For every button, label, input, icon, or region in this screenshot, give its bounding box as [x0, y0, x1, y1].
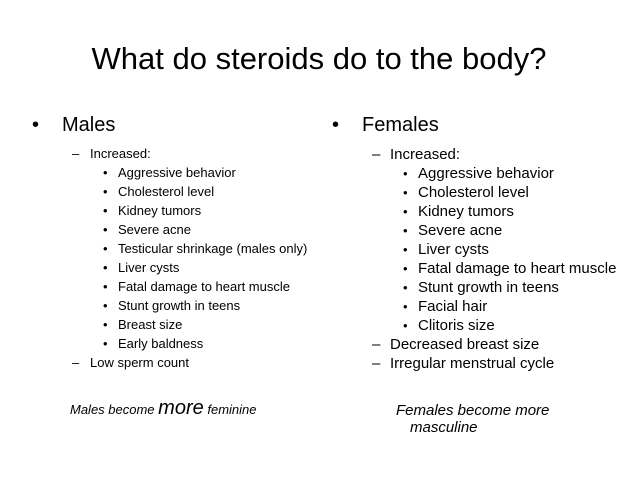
females-effect-label: Severe acne [418, 222, 503, 239]
males-effect-label: Breast size [118, 317, 183, 332]
females-other-item [332, 355, 632, 372]
males-effect-label: Kidney tumors [118, 203, 202, 218]
bullet-icon: • [103, 165, 108, 180]
bullet-icon: • [403, 318, 408, 333]
females-conclusion-line2: masculine [410, 419, 478, 436]
males-column [32, 112, 332, 374]
bullet-icon: • [403, 185, 408, 200]
males-effect-label: Liver cysts [118, 260, 180, 275]
males-heading-item [32, 112, 332, 138]
females-effects-list [332, 165, 632, 334]
bullet-icon: • [403, 261, 408, 276]
dash-icon: – [72, 355, 80, 370]
males-conclusion-after: feminine [203, 402, 257, 417]
bullet-icon: • [403, 299, 408, 314]
females-column [332, 112, 632, 374]
males-increased-label: Increased: [90, 146, 151, 161]
bullet-icon: • [403, 204, 408, 219]
females-effect-item [332, 298, 632, 315]
females-heading-item [332, 112, 632, 138]
bullet-icon: • [103, 317, 108, 332]
females-effect-label: Liver cysts [418, 241, 489, 258]
males-heading: Males [62, 114, 116, 136]
females-other-label: Irregular menstrual cycle [390, 355, 555, 372]
females-increased-item [332, 146, 632, 163]
males-effects-list [32, 165, 332, 352]
bullet-icon: • [403, 166, 408, 181]
males-conclusion [70, 398, 256, 420]
females-effect-label: Facial hair [418, 298, 488, 315]
females-effect-label: Clitoris size [418, 317, 495, 334]
bullet-icon: • [332, 114, 340, 136]
females-effect-item [332, 165, 632, 182]
males-effect-item [32, 165, 332, 181]
females-other-item [332, 336, 632, 353]
males-other-label: Low sperm count [90, 355, 189, 370]
bullet-icon: • [103, 336, 108, 351]
dash-icon: – [372, 355, 381, 372]
females-effect-label: Stunt growth in teens [418, 279, 559, 296]
males-effect-label: Aggressive behavior [118, 165, 236, 180]
females-effect-item [332, 203, 632, 220]
dash-icon: – [372, 336, 381, 353]
males-conclusion-before: Males become [70, 402, 159, 417]
males-effect-label: Fatal damage to heart muscle [118, 279, 290, 294]
males-effect-item [32, 317, 332, 333]
males-increased-item [32, 146, 332, 162]
bullet-icon: • [103, 298, 108, 313]
bullet-icon: • [32, 114, 40, 136]
females-effect-item [332, 279, 632, 296]
males-effect-item [32, 241, 332, 257]
males-effect-item [32, 336, 332, 352]
females-effect-item [332, 241, 632, 258]
females-other-label: Decreased breast size [390, 336, 540, 353]
bullet-icon: • [103, 222, 108, 237]
females-effect-label: Cholesterol level [418, 184, 529, 201]
males-conclusion-emphasis: more [158, 397, 204, 419]
males-effect-label: Cholesterol level [118, 184, 215, 199]
bullet-icon: • [103, 203, 108, 218]
bullet-icon: • [103, 241, 108, 256]
females-effect-label: Fatal damage to heart muscle [418, 260, 617, 277]
females-effect-label: Aggressive behavior [418, 165, 554, 182]
males-effect-label: Testicular shrinkage (males only) [118, 241, 308, 256]
females-conclusion [396, 402, 596, 436]
bullet-icon: • [103, 260, 108, 275]
bullet-icon: • [103, 279, 108, 294]
females-effect-item [332, 260, 632, 277]
males-effect-label: Early baldness [118, 336, 204, 351]
females-conclusion-line1: Females become more [396, 402, 550, 419]
males-effect-item [32, 222, 332, 238]
females-effect-item [332, 222, 632, 239]
females-heading: Females [362, 114, 439, 136]
bullet-icon: • [403, 280, 408, 295]
males-effect-label: Stunt growth in teens [118, 298, 241, 313]
bullet-icon: • [403, 242, 408, 257]
dash-icon: – [372, 146, 381, 163]
dash-icon: – [72, 146, 80, 161]
females-effect-item [332, 184, 632, 201]
slide-title: What do steroids do to the body? [91, 41, 547, 76]
bullet-icon: • [103, 184, 108, 199]
males-effect-item [32, 260, 332, 276]
males-effect-item [32, 279, 332, 295]
males-effect-label: Severe acne [118, 222, 191, 237]
males-effect-item [32, 184, 332, 200]
females-effect-label: Kidney tumors [418, 203, 514, 220]
females-increased-label: Increased: [390, 146, 461, 163]
males-effect-item [32, 203, 332, 219]
females-effect-item [332, 317, 632, 334]
males-other-item [32, 355, 332, 371]
males-effect-item [32, 298, 332, 314]
bullet-icon: • [403, 223, 408, 238]
